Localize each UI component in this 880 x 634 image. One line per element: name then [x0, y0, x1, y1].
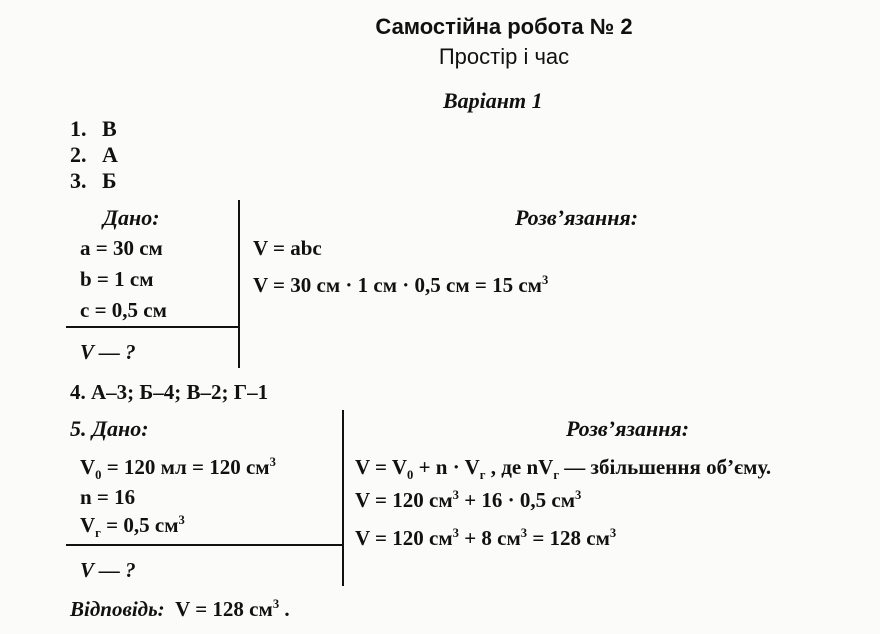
final-answer: Відповідь: V = 128 $см^3$ .	[70, 597, 290, 621]
given-b: b = 1 см	[80, 267, 154, 291]
page-subtitle: Простір і час	[438, 44, 570, 69]
given-vr: $V_г = 0,5$ $см^3$	[80, 513, 185, 541]
given-c: c = 0,5 см	[80, 298, 167, 322]
task5-divider-horizontal	[66, 544, 344, 546]
task5-result: V = 120 $см^3 + 8$ $см^3 = 128$ $см^3$	[355, 526, 617, 550]
formula: V = abc	[253, 236, 322, 260]
page-title: Самостійна робота № 2	[375, 14, 633, 39]
task5-formula: $V = V_0 + n \cdot V_г$ , де $nV_г$ — збільшення об’єму.	[355, 455, 772, 483]
solution-label: Розв’язання:	[515, 205, 639, 230]
divider-vertical	[238, 200, 240, 368]
given-a: a = 30 см	[80, 236, 163, 260]
answer-2: 2. А	[70, 142, 118, 167]
given-n: n = 16	[80, 485, 136, 509]
given-v0: $V_0 = 120$ мл = 120 $см^3$	[80, 455, 276, 483]
task5-divider-vertical	[342, 410, 344, 586]
given-label: Дано:	[103, 205, 160, 230]
task5-unknown-v: V — ?	[80, 558, 136, 582]
task5-solution-label: Розв’язання:	[566, 416, 690, 441]
task5-substitution: V = 120 $см^3 + 16 \cdot 0,5$ $см^3$	[355, 488, 582, 512]
task5-given-label: 5. Дано:	[70, 416, 149, 441]
unknown-v: V — ?	[80, 340, 136, 364]
answer-3: 3. Б	[70, 168, 117, 193]
calculation: V = 30 см · 1 см · 0,5 см = 15 $см^3$	[253, 273, 549, 297]
variant-heading: Варіант 1	[443, 88, 543, 113]
matching-answer: 4. А–3; Б–4; В–2; Г–1	[70, 380, 269, 404]
answer-1: 1. В	[70, 116, 117, 141]
divider-horizontal	[66, 326, 240, 328]
